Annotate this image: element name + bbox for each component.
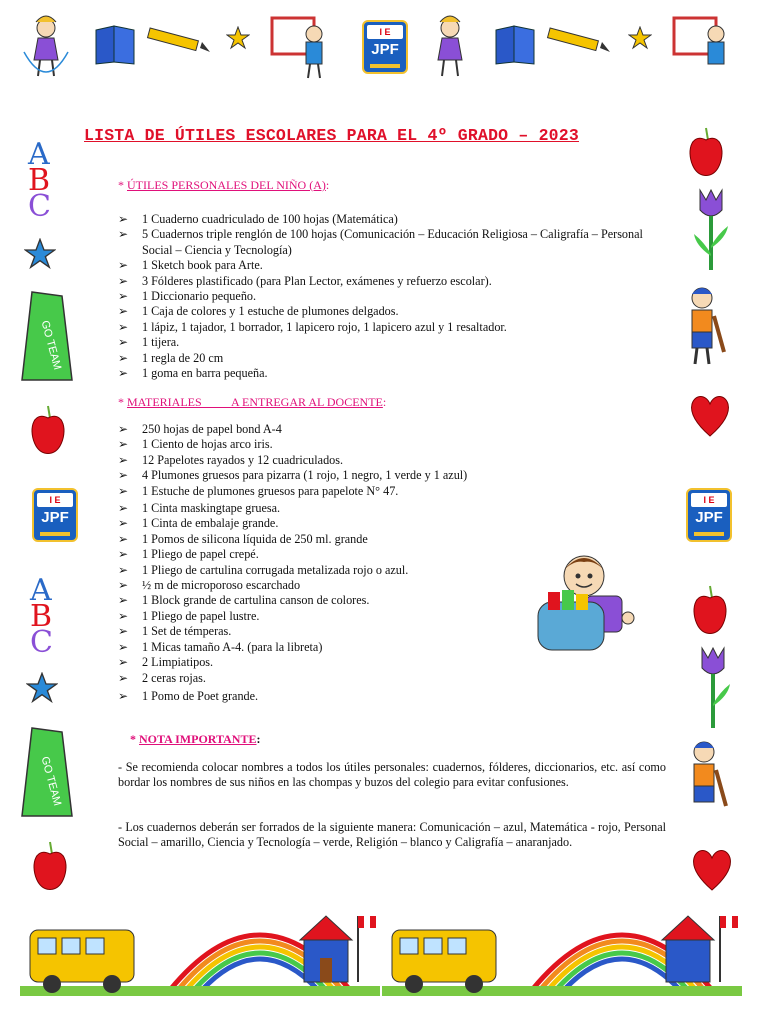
materials-items-list <box>118 422 467 704</box>
list-item: ➢ ½ m de microporoso escarchado <box>118 578 467 593</box>
section-heading-materials: * MATERIALES A ENTREGAR AL DOCENTE: <box>118 395 387 409</box>
pencil-icon <box>142 24 212 54</box>
list-item: ➢ 1 regla de 20 cm <box>118 351 674 366</box>
note-paragraph-2: - Los cuadernos deberán ser forrados de la siguiente manera: Comunicación – azul, Matemática - rojo, Personal Social – amarillo, Ciencia y Tecnología – verde, Religión – blanco y Caligrafía – anaranjado. <box>118 820 666 850</box>
list-item: ➢ 250 hojas de papel bond A-4 <box>118 422 467 437</box>
list-item: ➢ 1 Cinta maskingtape gruesa. <box>118 501 467 516</box>
heart-icon <box>688 392 732 440</box>
list-item: ➢ 4 Plumones gruesos para pizarra (1 rojo, 1 negro, 1 verde y 1 azul) <box>118 468 467 483</box>
school-bus-rainbow-scene <box>382 900 742 1010</box>
boy-baseball-icon <box>678 282 728 368</box>
apple-icon <box>686 124 726 178</box>
megaphone-icon <box>18 286 78 386</box>
logo-top-text: I E <box>367 25 403 39</box>
list-item: ➢ 1 Pomos de silicona líquida de 250 ml. grande <box>118 532 467 547</box>
star-icon <box>24 238 56 270</box>
list-item: ➢ 1 lápiz, 1 tajador, 1 borrador, 1 lapicero rojo, 1 lapicero azul y 1 resaltador. <box>118 320 674 335</box>
list-item: ➢ 1 Pliego de cartulina corrugada metalizada rojo o azul. <box>118 563 467 578</box>
school-logo: I E JPF <box>32 488 78 542</box>
svg-text:GO TEAM: GO TEAM <box>38 319 64 372</box>
school-bus-rainbow-scene <box>20 900 380 1010</box>
list-item: ➢ 1 Pliego de papel lustre. <box>118 609 467 624</box>
note-paragraph-1: - Se recomienda colocar nombres a todos los útiles personales: cuadernos, fólderes, diccionarios, etc. así como bordar los nombres de sus niños en las chompas y buzos del colegio para evitar confusiones. <box>118 760 666 790</box>
apple-icon <box>30 838 70 892</box>
abc-letters: A B C <box>28 137 51 224</box>
svg-text:GO TEAM: GO TEAM <box>38 755 64 808</box>
list-item: ➢ 1 Diccionario pequeño. <box>118 289 674 304</box>
kid-backpack-illustration <box>528 546 638 656</box>
list-item: ➢ 1 Pomo de Poet grande. <box>118 689 467 704</box>
abc-letters: A B C <box>30 573 53 660</box>
school-logo: I E JPF <box>686 488 732 542</box>
list-item: ➢ 5 Cuadernos triple renglón de 100 hojas (Comunicación – Educación Religiosa – Caligrafía – Personal Social – Ciencia y Tecnología) <box>118 227 674 258</box>
girl-chalkboard-icon <box>670 12 740 82</box>
star-icon <box>628 26 652 50</box>
school-logo <box>362 20 408 74</box>
pencil-icon <box>542 24 612 54</box>
book-icon <box>92 22 138 66</box>
list-item: ➢ 1 Sketch book para Arte. <box>118 258 674 273</box>
apple-icon <box>690 582 730 636</box>
page-title: LISTA DE ÚTILES ESCOLARES PARA EL 4º GRADO – 2023 <box>84 126 579 145</box>
girl-chalkboard-icon <box>268 12 338 82</box>
list-item: ➢ 1 Caja de colores y 1 estuche de plumones delgados. <box>118 304 674 319</box>
list-item: ➢ 1 goma en barra pequeña. <box>118 366 674 381</box>
list-item: ➢ 1 Cuaderno cuadriculado de 100 hojas (Matemática) <box>118 212 674 227</box>
list-item: ➢ 1 Ciento de hojas arco iris. <box>118 437 467 452</box>
list-item: ➢ 1 tijera. <box>118 335 674 350</box>
list-item: ➢ 3 Fólderes plastificado (para Plan Lector, exámenes y refuerzo escolar). <box>118 274 674 289</box>
personal-items-list <box>118 212 674 381</box>
girl-jumprope-icon <box>18 12 74 82</box>
heart-icon <box>690 846 734 894</box>
tulip-icon <box>692 644 734 730</box>
list-item: ➢ 2 Limpiatipos. <box>118 655 467 670</box>
megaphone-icon <box>18 722 78 822</box>
list-item: ➢ 12 Papelotes rayados y 12 cuadriculados. <box>118 453 467 468</box>
book-icon <box>492 22 538 66</box>
star-icon <box>226 26 250 50</box>
logo-name: JPF <box>371 41 399 58</box>
star-icon <box>26 672 58 704</box>
section-heading-note: * NOTA IMPORTANTE: <box>130 732 261 746</box>
list-item: ➢ 1 Block grande de cartulina canson de colores. <box>118 593 467 608</box>
list-item: ➢ 1 Cinta de embalaje grande. <box>118 516 467 531</box>
list-item: ➢ 1 Set de témperas. <box>118 624 467 639</box>
apple-icon <box>28 402 68 456</box>
list-item: ➢ 1 Micas tamaño A-4. (para la libreta) <box>118 640 467 655</box>
list-item: ➢ 1 Pliego de papel crepé. <box>118 547 467 562</box>
section-heading-personal: * ÚTILES PERSONALES DEL NIÑO (A): <box>118 178 330 192</box>
list-item: ➢ 1 Estuche de plumones gruesos para papelote N° 47. <box>118 484 467 499</box>
tulip-icon <box>690 186 732 272</box>
boy-baseball-icon <box>680 736 730 822</box>
list-item: ➢ 2 ceras rojas. <box>118 671 467 686</box>
girl-jumprope-icon <box>422 12 478 82</box>
